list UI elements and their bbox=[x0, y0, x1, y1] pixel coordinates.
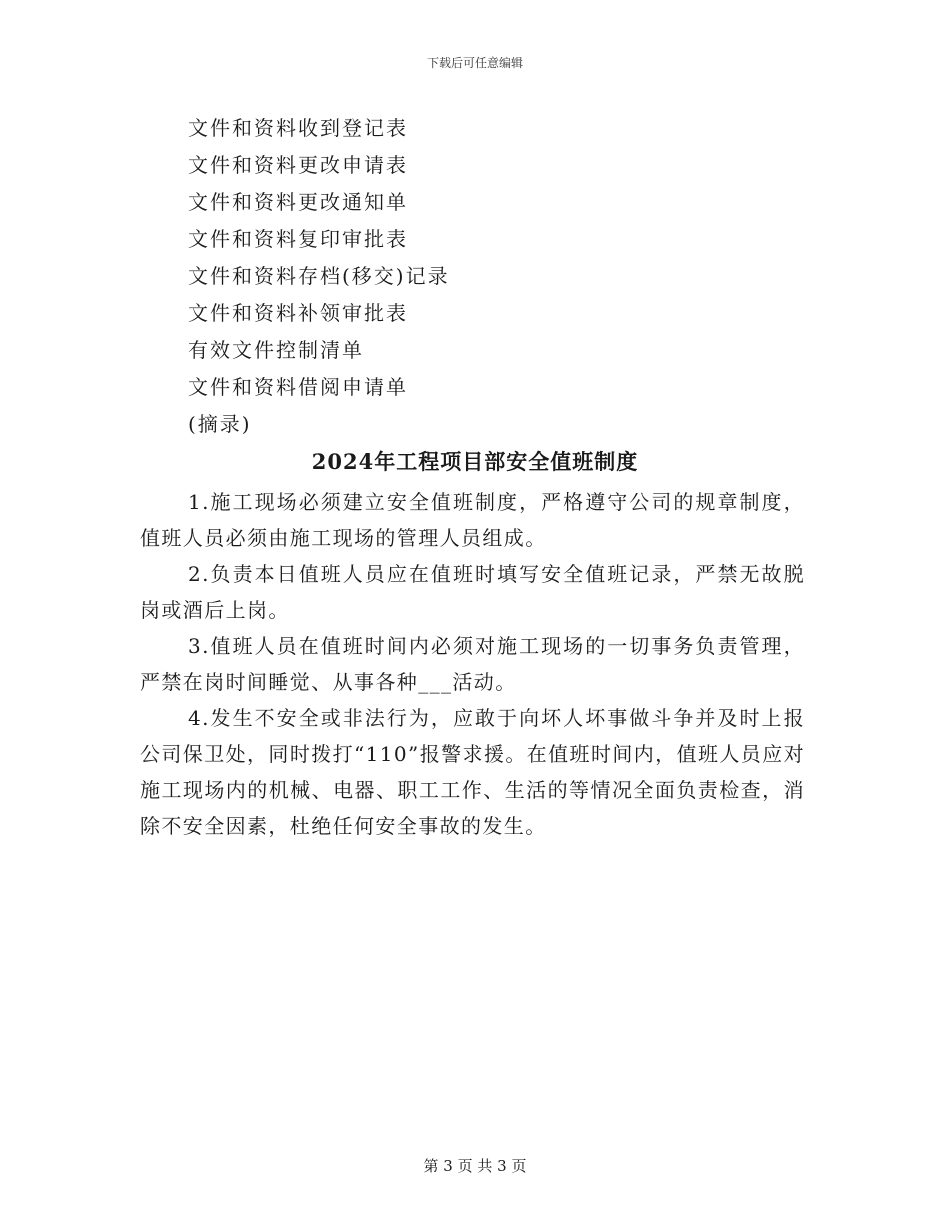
form-list bbox=[188, 110, 450, 443]
form-list-item: 文件和资料更改申请表 bbox=[188, 153, 408, 177]
form-list-item: 有效文件控制清单 bbox=[188, 338, 364, 362]
form-list-item: 文件和资料借阅申请单 bbox=[188, 375, 408, 399]
form-list-item: 文件和资料复印审批表 bbox=[188, 227, 408, 251]
form-list-item: 文件和资料收到登记表 bbox=[188, 116, 408, 140]
paragraph-1: 1.施工现场必须建立安全值班制度，严格遵守公司的规章制度，值班人员必须由施工现场的管理人员组成。 bbox=[140, 490, 805, 550]
paragraph-2: 2.负责本日值班人员应在值班时填写安全值班记录，严禁无故脱岗或酒后上岗。 bbox=[140, 562, 805, 622]
form-list-item: 文件和资料补领审批表 bbox=[188, 301, 408, 325]
excerpt-note: (摘录) bbox=[188, 412, 252, 436]
paragraph-4: 4.发生不安全或非法行为，应敢于向坏人坏事做斗争并及时上报公司保卫处，同时拨打“110”报警求援。在值班时间内，值班人员应对施工现场内的机械、电器、职工工作、生活的等情况全面负责检查，消除不安全因素，杜绝任何安全事故的发生。 bbox=[140, 706, 805, 838]
page-header: 下载后可任意编辑 bbox=[426, 56, 523, 70]
page-footer: 第 3 页 共 3 页 bbox=[423, 1157, 527, 1175]
form-list-item: 文件和资料更改通知单 bbox=[188, 190, 408, 214]
document-title: 2024年工程项目部安全值班制度 bbox=[311, 449, 639, 474]
paragraph-3: 3.值班人员在值班时间内必须对施工现场的一切事务负责管理，严禁在岗时间睡觉、从事各种___活动。 bbox=[140, 634, 805, 694]
form-list-item: 文件和资料存档(移交)记录 bbox=[188, 264, 450, 288]
document-body bbox=[140, 484, 805, 844]
